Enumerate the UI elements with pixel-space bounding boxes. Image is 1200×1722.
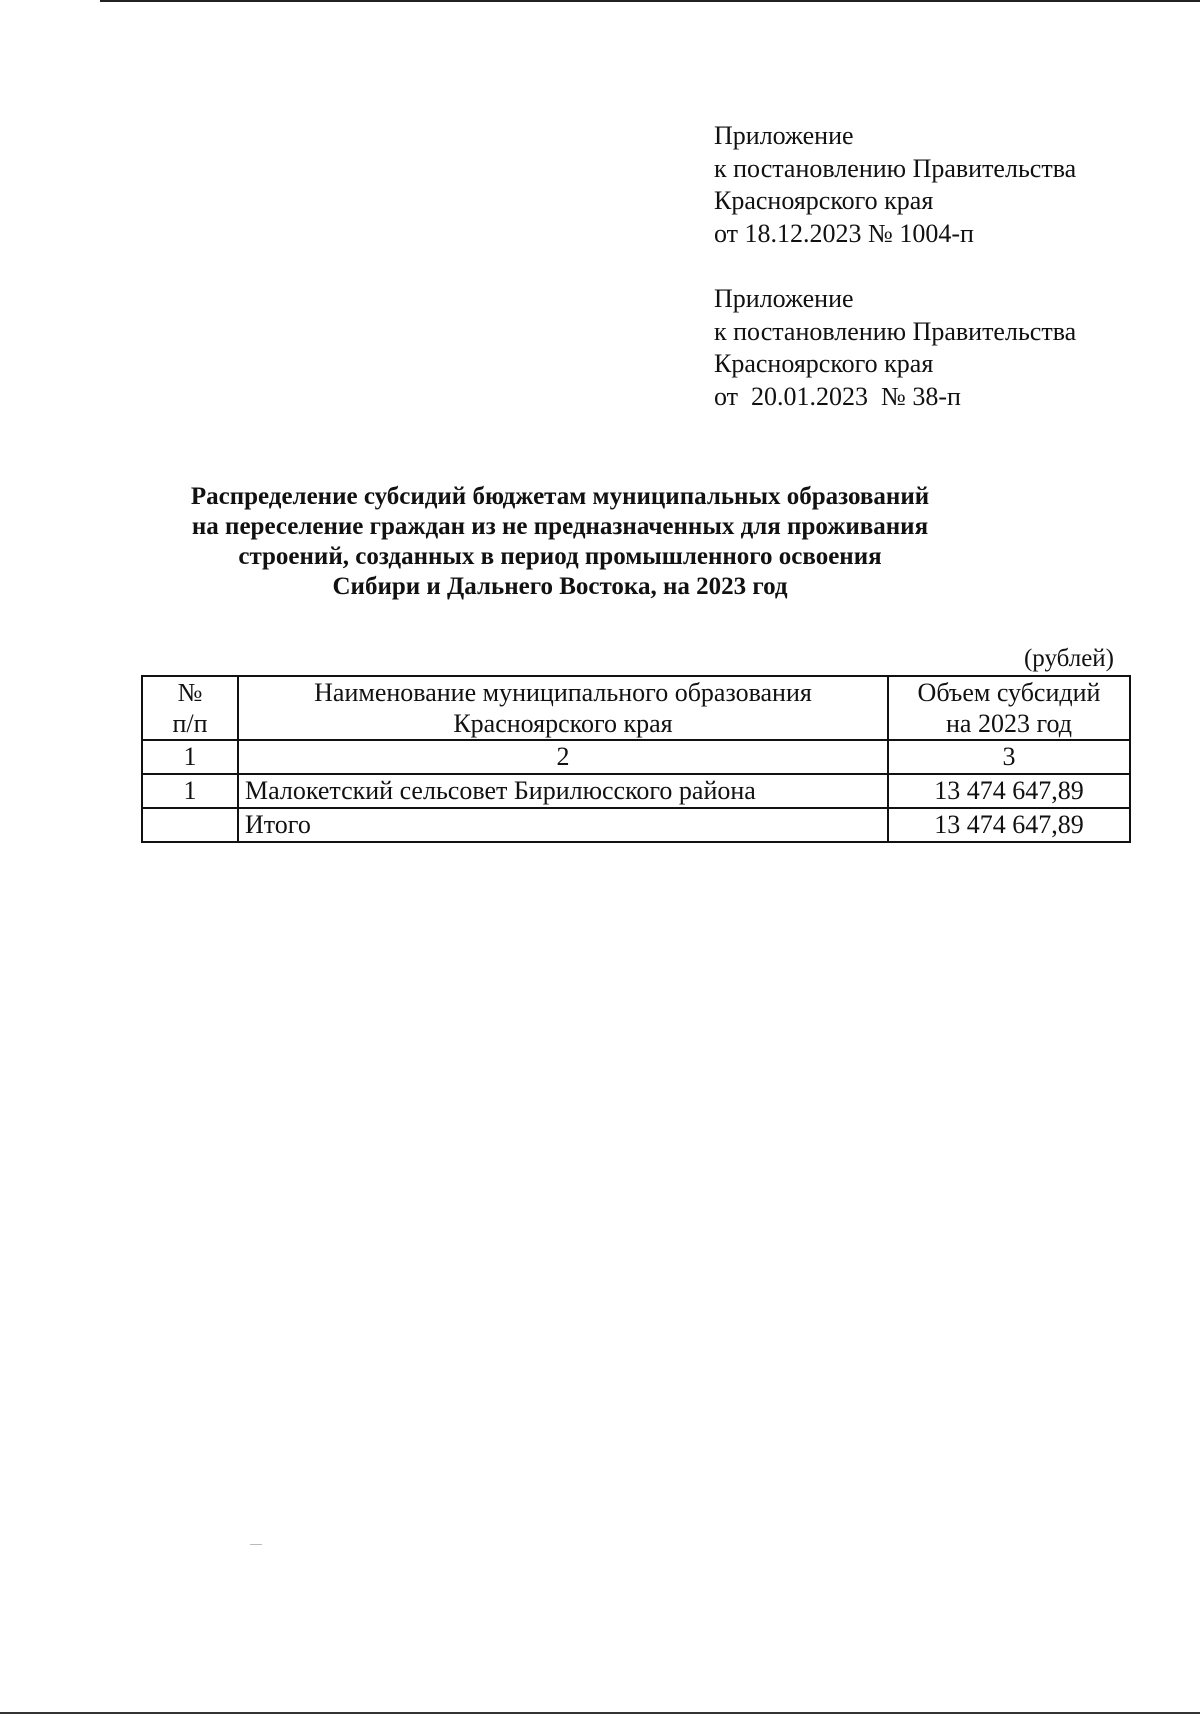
header-text: п/п — [172, 709, 208, 738]
header-cell-name — [238, 676, 888, 740]
subsidy-table — [141, 675, 1131, 843]
column-number: 3 — [888, 740, 1130, 774]
column-numbering-row — [142, 740, 1130, 774]
scan-top-edge — [100, 0, 1200, 2]
table-row — [142, 774, 1130, 808]
header-cell-number — [142, 676, 238, 740]
header-text: № — [177, 678, 203, 707]
title-line: на переселение граждан из не предназначенных для проживания — [191, 513, 929, 540]
document-title — [140, 482, 980, 602]
subsidy-amount: 13 474 647,89 — [888, 774, 1130, 808]
units-label: (рублей) — [1023, 645, 1114, 672]
scan-artifact — [250, 1544, 262, 1545]
appendix-header-date: от 18.12.2023 № 1004-п — [714, 218, 974, 248]
appendix-header-line: к постановлению Правительства — [714, 153, 1077, 183]
table-header-row — [142, 676, 1130, 740]
appendix-header-current — [714, 120, 1076, 250]
header-text: Красноярского края — [453, 709, 673, 738]
header-text: Объем субсидий — [917, 678, 1101, 707]
column-number: 2 — [238, 740, 888, 774]
appendix-header-line: Приложение — [714, 284, 854, 313]
title-line: Сибири и Дальнего Востока, на 2023 год — [332, 573, 788, 600]
row-number — [142, 808, 238, 842]
title-line: строений, созданных в период промышленного освоения — [238, 543, 882, 570]
total-label: Итого — [238, 808, 888, 842]
appendix-header-line: к постановлению Правительства — [714, 316, 1077, 346]
appendix-header-line: Красноярского края — [714, 186, 934, 215]
appendix-header-date: от 20.01.2023 № 38-п — [714, 381, 961, 411]
appendix-header-line: Красноярского края — [714, 349, 934, 378]
header-text: на 2023 год — [946, 709, 1072, 738]
row-number: 1 — [142, 774, 238, 808]
header-text: Наименование муниципального образования — [314, 678, 812, 707]
municipality-name: Малокетский сельсовет Бирилюсского района — [238, 774, 888, 808]
appendix-header-original — [714, 283, 1076, 413]
total-amount: 13 474 647,89 — [888, 808, 1130, 842]
header-cell-amount — [888, 676, 1130, 740]
column-number: 1 — [142, 740, 238, 774]
appendix-header-line: Приложение — [714, 121, 854, 150]
scan-bottom-edge — [0, 1712, 1200, 1714]
title-line: Распределение субсидий бюджетам муниципальных образований — [190, 483, 930, 510]
total-row — [142, 808, 1130, 842]
